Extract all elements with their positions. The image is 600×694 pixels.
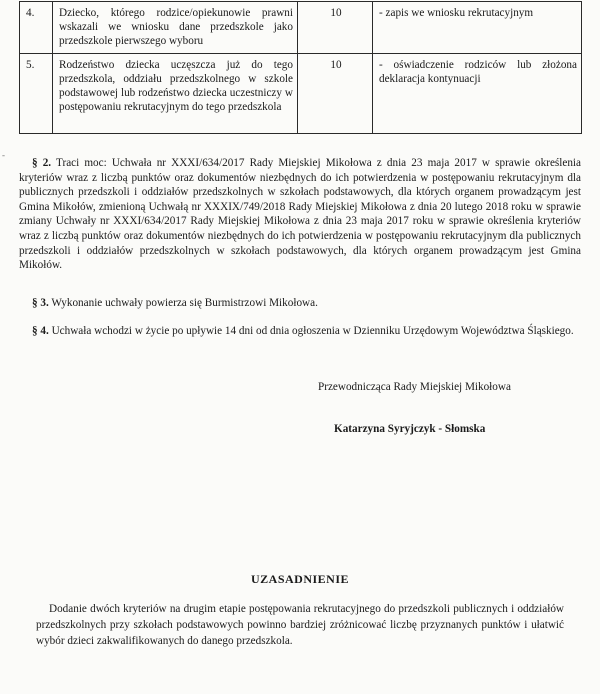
criterion-points: 10 — [298, 54, 373, 134]
criterion-text: Rodzeństwo dziecka uczęszcza już do tego przedszkola, oddziału przedszkolnego w szkole podstawowej lub rodzeństwo dziecka uczestniczy w postępowaniu rekrutacyjnym do tego przedszkola — [53, 54, 298, 134]
criterion-text: Dziecko, którego rodzice/opiekunowie prawni wskazali we wniosku dane przedszkole jako przedszkole pierwszego wyboru — [53, 2, 298, 54]
criterion-document: - oświadczenie rodziców lub złożona deklaracja kontynuacji — [373, 54, 582, 134]
signature-role: Przewodnicząca Rady Miejskiej Mikołowa — [318, 381, 511, 393]
criterion-document: - zapis we wniosku rekrutacyjnym — [373, 2, 582, 54]
signature-name: Katarzyna Syryjczyk - Słomska — [334, 423, 486, 435]
criterion-number: 4. — [20, 2, 53, 54]
section-3-label: § 3. — [32, 297, 49, 309]
criteria-table — [19, 1, 582, 134]
criterion-points: 10 — [298, 2, 373, 54]
table-row — [20, 54, 582, 134]
section-3 — [19, 296, 581, 311]
table-row — [20, 2, 582, 54]
section-2-text: Traci moc: Uchwała nr XXXI/634/2017 Rady Miejskiej Mikołowa z dnia 23 maja 2017 w sprawie określenia kryteriów wraz z liczbą punktów oraz dokumentów niezbędnych do ich potwierdzenia w postępowaniu rekrutacyjnym dla publicznych przedszkoli i oddziałów przedszkolnych w szkołach podstawowych, dla których organem prowadzącym jest Gmina Mikołów, zmienioną Uchwałą nr XXXIX/749/2018 Rady Miejskiej Mikołowa z dnia 20 lutego 2018 roku w sprawie zmiany Uchwały nr XXXI/634/2017 Rady Miejskiej Mikołowa z dnia 23 maja 2017 roku w sprawie określenia kryteriów wraz z liczbą punktów oraz dokumentów niezbędnych do ich potwierdzenia w postępowaniu rekrutacyjnym dla publicznych przedszkoli i oddziałów przedszkolnych w szkołach podstawowych, dla których organem prowadzącym jest Gmina Mikołów. — [19, 157, 582, 272]
section-2 — [19, 156, 581, 273]
section-4 — [19, 324, 581, 339]
section-3-text: Wykonanie uchwały powierza się Burmistrzowi Mikołowa. — [48, 297, 318, 309]
section-4-text: Uchwała wchodzi w życie po upływie 14 dni od dnia ogłoszenia w Dzienniku Urzędowym Województwa Śląskiego. — [48, 325, 574, 337]
justification-title: UZASADNIENIE — [250, 572, 350, 586]
section-2-label: § 2. — [32, 157, 52, 169]
justification-text: Dodanie dwóch kryteriów na drugim etapie postępowania rekrutacyjnego do przedszkoli publicznych i oddziałów przedszkolnych przy szkołach podstawowych powinno bardziej zróżnicować liczbę przyznanych punktów i ułatwić wybór dzieci zakwalifikowanych do danego przedszkola. — [36, 603, 564, 647]
criterion-number: 5. — [20, 54, 53, 134]
section-4-label: § 4. — [32, 325, 49, 337]
scan-speck: - — [2, 150, 5, 160]
